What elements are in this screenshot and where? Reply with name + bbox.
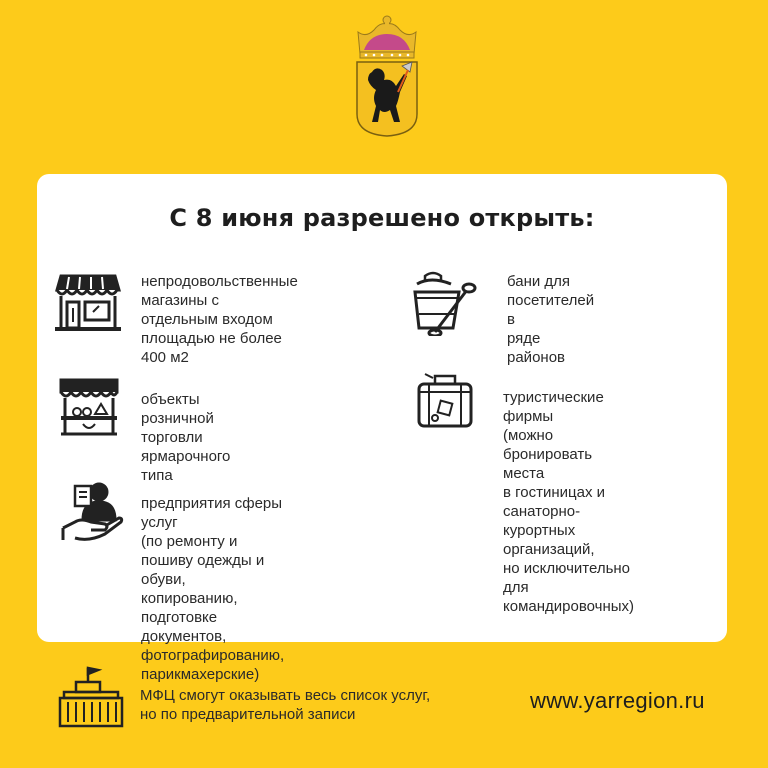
storefront-icon [53, 272, 123, 334]
market-stall-icon [57, 378, 121, 438]
list-item-text: бани для посетителей в ряде районов [507, 273, 595, 366]
bath-bucket-icon [411, 270, 477, 336]
list-item-text: предприятия сферы услуг (по ремонту и пошиву одежды и обуви, копированию, подготовке документов, фотографированию, парикмахерские) [141, 495, 285, 683]
suitcase-icon [415, 372, 475, 432]
info-card [37, 174, 727, 683]
list-item-text: непродовольственные магазины с отдельным входом площадью не более 400 м2 [141, 273, 298, 366]
footer-note: МФЦ смогут оказывать весь список услуг, но по предварительной записи [140, 687, 431, 723]
bear-coat-of-arms-icon [354, 14, 420, 138]
website-link[interactable]: www.yarregion.ru [530, 688, 705, 713]
list-item-text: объекты розничной торговли ярмарочного типа [141, 391, 231, 484]
government-building-icon [58, 666, 124, 730]
coat-of-arms [354, 14, 420, 138]
page-title: С 8 июня разрешено открыть: [169, 204, 595, 232]
service-person-icon [61, 482, 125, 544]
list-item-text: туристические фирмы (можно бронировать места в гостиницах и санаторно- курортных организаций, но исключительно для командировочных) [503, 389, 635, 615]
